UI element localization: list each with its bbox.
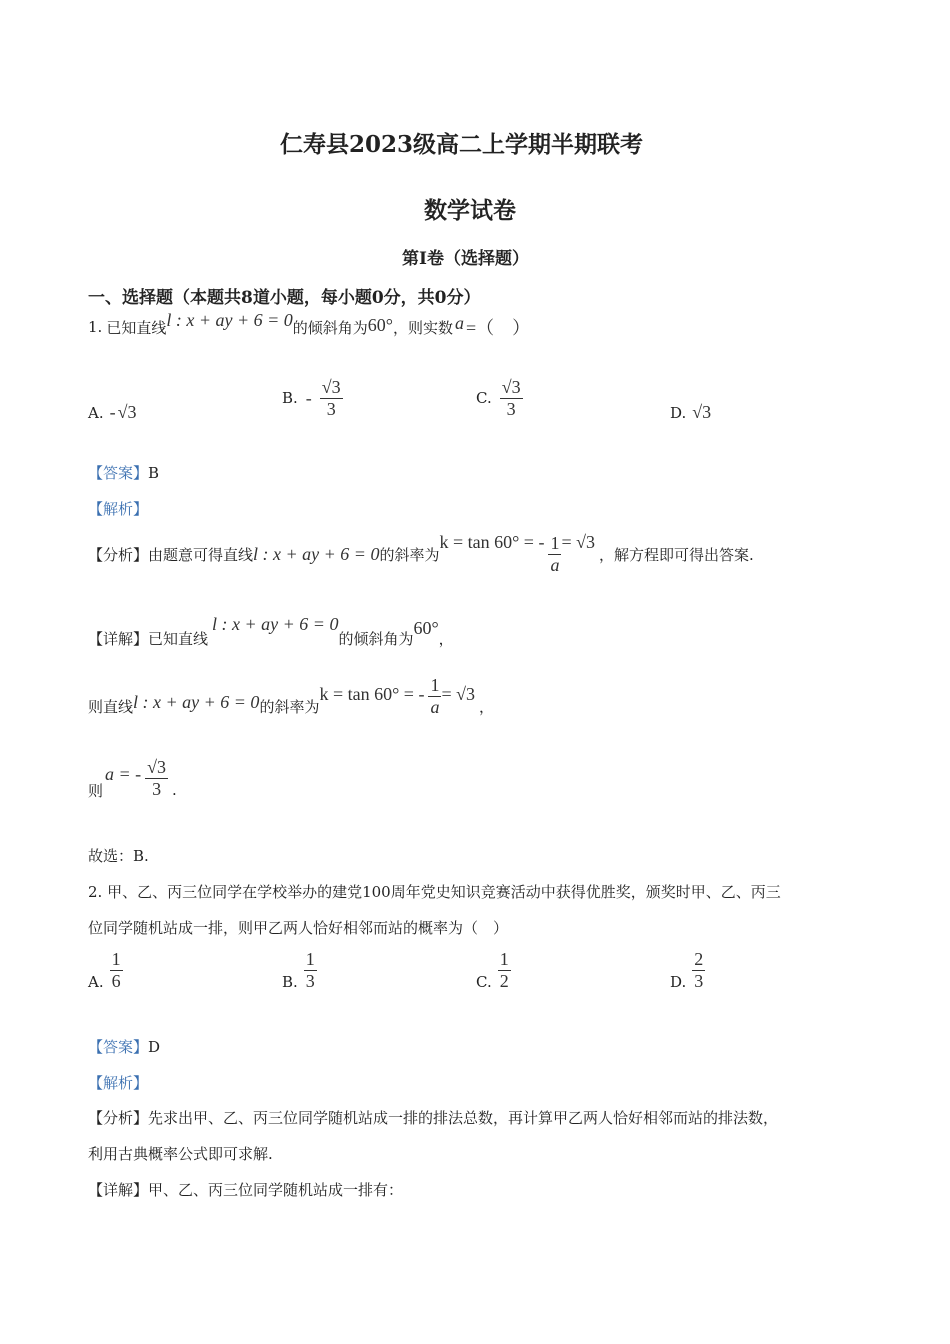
q1-fenxi-num: 1 [550,533,560,553]
q1-stem-mid: 的倾斜角为 [292,318,368,337]
q1-fenxi-den: a [550,554,560,575]
q1-xiangjie-pre: 已知直线 [148,630,209,648]
q1-xiangjie-end: ， [438,630,454,648]
q2-answer [88,1036,160,1057]
q2-option-a[interactable] [88,950,123,991]
q1-xiangjie-mid: 的倾斜角为 [338,630,414,648]
q1-analysis-tag: 【解析】 [88,500,149,518]
q1-answer-value: B [148,464,160,482]
q1-result-end: . [172,781,177,800]
q2-fenxi-line1 [88,1107,778,1128]
q1-slope-end: ， [478,697,494,716]
q2-option-c-num: 1 [499,949,509,969]
q1-slope-k-expr: k = tan 60° = - [319,683,425,704]
q2-option-a-label: A. [88,973,104,992]
q2-option-b-label: B. [282,973,298,992]
q2-option-d-fraction [692,950,705,991]
q1-option-d-value: √3 [692,402,712,422]
q1-result-num: √3 [147,757,167,777]
q1-answer-tag: 【答案】 [88,464,149,482]
q2-xiangjie-text: 甲、乙、丙三位同学随机站成一排有： [148,1181,404,1199]
q2-option-d-label: D. [670,973,687,992]
q2-option-c-fraction [498,950,511,991]
q1-fenxi-k-expr: k = tan 60° = - [439,531,545,552]
q1-slope-pre: 则直线 [88,697,134,716]
q2-option-c[interactable] [476,950,511,991]
q1-var-a: a [454,312,464,333]
q1-fenxi-fraction [548,534,561,575]
exam-subtitle: 数学试卷 [424,197,516,224]
q2-option-b-num: 1 [305,949,315,969]
q2-option-a-num: 1 [111,949,121,969]
q2-option-b-fraction [304,950,317,991]
q1-stem-post: ，则实数 [392,318,453,337]
q1-option-c[interactable] [476,378,523,419]
q1-result-expr: a = - [105,763,142,784]
exam-title: 仁寿县2023级高二上学期半期联考 [280,131,644,158]
q1-answer [88,462,159,483]
q1-fenxi-tag: 【分析】 [88,545,149,564]
q1-final-choice: 故选：B. [88,847,149,865]
q1-option-c-num: √3 [501,377,521,397]
q2-option-c-label: C. [476,973,492,992]
q1-angle: 60° [367,314,393,335]
q2-option-d-num: 2 [694,949,704,969]
q2-stem-line2: 位同学随机站成一排，则甲乙两人恰好相邻而站的概率为（ ） [88,919,509,937]
q1-option-a-sign: - [109,402,116,422]
section-heading: 一、选择题（本题共8道小题，每小题0分，共0分） [88,288,481,308]
q2-analysis-tag: 【解析】 [88,1074,149,1092]
q1-xiangjie-tag: 【详解】 [88,630,149,648]
q1-option-b-den: 3 [326,398,336,419]
q1-line-equation: l : x + ay + 6 = 0 [166,309,293,330]
q2-option-b[interactable] [282,950,317,991]
q2-option-b-den: 3 [305,970,315,991]
q1-fenxi-line-eq: l : x + ay + 6 = 0 [253,543,380,564]
q1-option-d[interactable] [670,402,711,423]
q1-stem [88,309,531,340]
q1-slope-eq-sqrt3: = √3 [441,683,475,704]
q1-option-c-fraction [500,378,523,419]
q1-stem-end: =（ ） [465,318,531,338]
q1-number: 1. [88,318,103,336]
q2-option-d[interactable] [670,950,705,991]
q2-stem-line1: 2. 甲、乙、丙三位同学在学校举办的建党100周年党史知识竞赛活动中获得优胜奖，颁奖时甲、乙、丙三 [88,883,781,901]
volume-heading: 第I卷（选择题） [402,249,529,269]
q1-fenxi-eq-sqrt3: = √3 [561,531,595,552]
q1-option-c-label: C. [476,389,492,408]
q1-result-den: 3 [152,778,162,799]
q1-slope-num: 1 [430,675,440,695]
q1-fenxi [88,531,754,575]
q1-option-a-value: √3 [117,402,137,422]
q1-xiangjie-angle: 60° [413,618,439,638]
q1-xiangjie [88,614,454,649]
q1-option-c-den: 3 [506,398,516,419]
q1-slope-mid: 的斜率为 [259,697,320,716]
q1-xiangjie-line-eq: l : x + ay + 6 = 0 [212,614,339,634]
q1-result-line [88,758,177,799]
q2-option-d-den: 3 [694,970,704,991]
q1-option-b-fraction [320,378,343,419]
q1-stem-pre: 已知直线 [106,318,167,337]
q2-xiangjie [88,1179,403,1200]
q2-option-a-fraction [110,950,123,991]
q2-option-a-den: 6 [111,970,121,991]
q1-fenxi-mid: 的斜率为 [379,545,440,564]
q1-option-a-label: A. [88,403,104,422]
q1-fenxi-post: ，解方程即可得出答案. [599,545,754,564]
q1-slope-line [88,676,494,717]
q1-option-b-sign: - [305,387,312,408]
q2-fenxi-tag: 【分析】 [88,1109,149,1127]
q2-fenxi-line2: 利用古典概率公式即可求解. [88,1145,273,1163]
q1-option-d-label: D. [670,403,687,422]
q1-option-a[interactable] [88,402,137,423]
q1-slope-line-eq: l : x + ay + 6 = 0 [133,691,260,712]
q2-option-c-den: 2 [499,970,509,991]
q1-slope-fraction [428,676,441,717]
q1-option-b-num: √3 [321,377,341,397]
q2-xiangjie-tag: 【详解】 [88,1181,149,1199]
q2-fenxi-text: 先求出甲、乙、丙三位同学随机站成一排的排法总数，再计算甲乙两人恰好相邻而站的排法数， [148,1109,779,1127]
q1-option-b-label: B. [282,389,298,408]
q1-option-b[interactable] [282,378,343,419]
q2-answer-value: D [148,1038,161,1056]
q1-result-pre: 则 [88,781,104,800]
q1-fenxi-pre: 由题意可得直线 [148,545,254,564]
q1-result-fraction [145,758,168,799]
q2-answer-tag: 【答案】 [88,1038,149,1056]
q1-slope-den: a [430,696,440,717]
